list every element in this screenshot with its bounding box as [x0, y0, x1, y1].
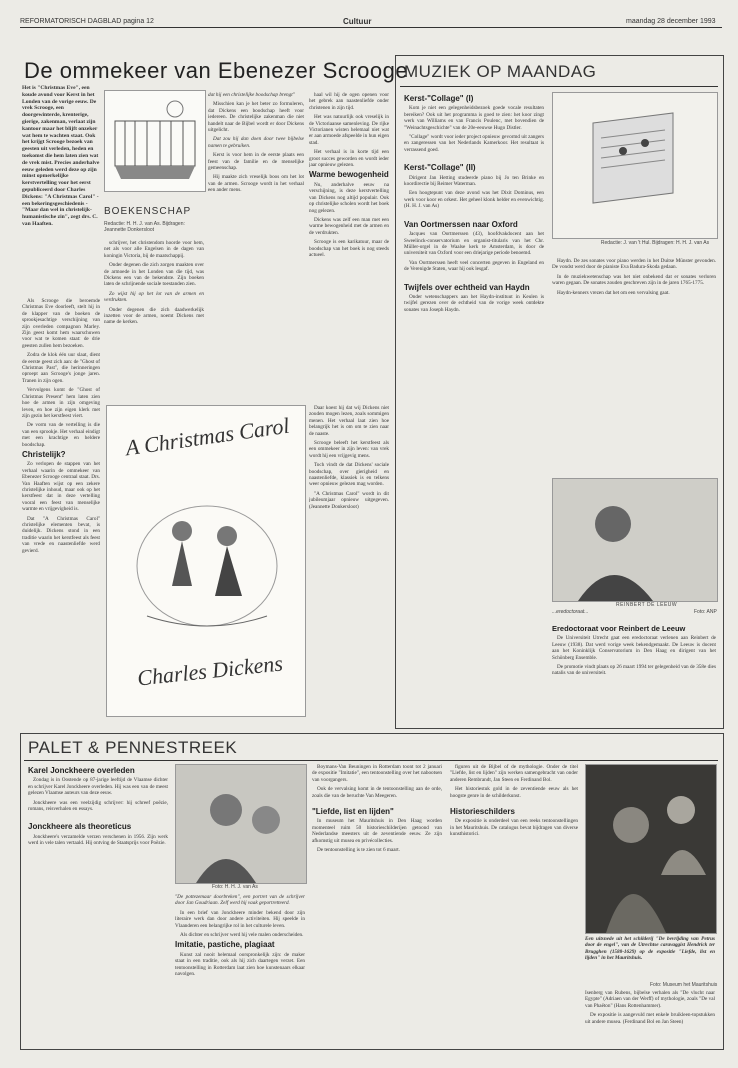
- paragraph: Jonckheere's verzamelde verzen verschenen in 1956. Zijn werk werd in vele talen vertaald. Hij ontving de Staatsprijs voor Poëzie.: [28, 833, 168, 847]
- paragraph: Nu, anderhalve eeuw na verschijning, is deze kerstvertelling van Dickens nog altijd populair. Ook op christelijke scholen wordt het boek nog gelezen.: [309, 181, 389, 214]
- painting-caption: Een uitsnede uit het schilderij "De bevrijding van Petrus door de engel", van de Utrechtse caravaggist Hendrick ter Brugghen (1588-1629) op de expositie "Liefde, list en lijden" in het Mauritshuis.: [585, 936, 715, 962]
- reinbert-photo-caption: REINBERT DE LEEUW: [616, 602, 678, 608]
- paragraph: figuren uit de Bijbel of de mythologie. Onder de titel "Liefde, list en lijden" zijn werken samengebracht van onder anderen Rembrandt, Jan Steen en Ferdinand Bol.: [450, 764, 578, 783]
- paragraph: Jonckheere was een veelzijdig schrijver: hij schreef poëzie, romans, reisverhalen en essays.: [28, 799, 168, 813]
- main-article-lead: Het is "Christmas Eve", een koude avond voor Kerst in het Londen van de vorige eeuw. De vrek Scrooge, een doorgewinterde, krenterige, gierige, zakenman, verlaat zijn kantoor maar het blijft onzeker wat hem te wachten staat. Ook het krijgt Scrooge bezoek van geesten uit verleden, heden en toekomst die hem laten zien wat de vrek mist. Precies anderhalve eeuw geleden werd deze op zijn minst opmerkelijke kerstvertelling voor het eerst gepubliceerd door Charles Dickens: "A Christmas Carol" - een bekeringsgeschiedenis - "Maar dan wel in christelijk-humanistische zin", zegt drs. C. van Haaften.: [22, 85, 100, 227]
- reinbert-photo-subcaption: ...eredoctoraat...: [552, 609, 589, 615]
- paragraph: Daar koest hij dat wij Dickens niet zouden mogen lezen, zoals sommigen menen. Het verhaal laat zien hoe belangrijk het is om om te zien naar de naaste.: [309, 405, 389, 437]
- paragraph: Onder degenen die zich daadwerkelijk inzetten voor de armen, noemt Dickens met name de kerken.: [104, 306, 204, 326]
- paragraph: De tentoonstelling is te zien tot 6 maart.: [317, 847, 400, 854]
- painting-icon: [586, 765, 716, 933]
- main-article-column-1: [22, 298, 100, 723]
- main-article-column-3: [208, 92, 304, 402]
- subheading-jonckheere-theoreticus: Jonckheere als theoreticus: [28, 822, 132, 832]
- portrait-icon: [553, 479, 717, 601]
- muziek-column-1: [404, 92, 544, 722]
- paragraph: Misschien kan je het beter zo formuleren, dat Dickens een boodschap heeft voor iedereen. De christelijke zakenman die niet handelt naar de Bijbel wordt er door Dickens uitgelicht.: [208, 101, 304, 134]
- paragraph: Kunst zal nooit helemaal oorspronkelijk zijn: de maker staat in een traditie, ook als hij zich daartegen verzet. Een tentoonstelling in Rotterdam laat zien hoe kunstenaars elkaar navolgen.: [175, 951, 305, 978]
- photo-caption-text: "De pottezemaar doorbreken", een portret van de schrijver door Jan Goudriaan. Zelf werd hij vaak geportretteerd.: [175, 894, 305, 907]
- main-article-column-5: [309, 405, 389, 725]
- paragraph: Scrooge is een karikatuur, maar de boodschap van het boek is nog steeds actueel.: [309, 239, 389, 258]
- paragraph: Het verhaal is in korte tijd een groot succes geworden en wordt ieder jaar opnieuw gelezen.: [309, 149, 389, 169]
- paragraph: Jacques van Oortmerssen (43), hoofdvakdocent aan het Sweelinck-conservatorium en organist-titularis van het Chr. Müller-orgel in de Waalse kerk te Amsterdam, is door de universiteit van Oxford voor een driejarige periode benoemd.: [404, 231, 544, 257]
- boekenschap-credit: Redactie: H. H. J. van As. Bijdragen: Jeannette Donkersloot: [104, 221, 185, 233]
- subheading-kerst-collage-1: Kerst-"Collage" (I): [404, 94, 474, 103]
- paragraph: Vervolgens komt de "Ghost of Christmas Present" hem laten zien hoe de armen in zijn omgeving leven, en hoe zijn eigen klerk met zijn gezin het kerstfeest viert.: [22, 387, 100, 419]
- paragraph: Als dichter en schrijver werd hij vele malen onderscheiden.: [180, 932, 304, 939]
- palet-title: PALET & PENNESTREEK: [28, 738, 238, 757]
- paragraph: Boymans-Van Beuningen in Rotterdam toont tot 2 januari de expositie "Imitatie", een tentoonstelling over het nabootsen van voorgangers.: [312, 764, 442, 783]
- paragraph: In een brief van Jonckheere minder bekend door zijn literaire werk dan door andere activiteiten. Hij speelde in Vlaanderen een belangrijke rol in het culturele leven.: [175, 909, 305, 929]
- paragraph: Dat zou hij dan doen door twee bijbelse namen te gebruiken.: [208, 136, 304, 149]
- book-cover-title: A Christmas Carol: [123, 412, 291, 461]
- paragraph: Zodra de klok één uur slaat, dient de eerste geest zich aan: de "Ghost of Christmas Past", die herinneringen oproept aan Scrooge's jonge jaren. Tranen in zijn ogen.: [22, 352, 100, 384]
- boekenschap-illustration: [104, 90, 206, 192]
- paragraph: Haydn. De zes sonates voor piano werden in het Duitse Münster gevonden. De vondst werd door de pianiste Eva Badura-Skoda gedaan.: [552, 258, 716, 271]
- subheading-jonckheere-overleden: Karel Jonckheere overleden: [28, 766, 135, 775]
- paragraph: In de muziekwetenschap was het niet onbekend dat er sonates verloren waren gegaan. De sonates zouden geschreven zijn in de jaren 1765-1775.: [552, 273, 716, 287]
- paragraph: Haydn-kenners vrezen dat het om een vervalsing gaat.: [557, 289, 670, 296]
- paragraph: "A Christmas Carol" wordt in dit jubileumjaar opnieuw uitgegeven. (Jeannette Donkersloot): [309, 490, 389, 510]
- subheading-oortmerssen: Van Oortmerssen naar Oxford: [404, 219, 518, 229]
- main-article-column-2: [104, 240, 204, 400]
- palet-column-4: [450, 764, 578, 1044]
- music-note-icon: [553, 93, 717, 238]
- paragraph: Ook de vervalsing komt in de tentoonstelling aan de orde, zoals die van de beruchte Van Meegeren.: [312, 786, 442, 799]
- book-cover-author: Charles Dickens: [136, 650, 284, 691]
- newspaper-name: REFORMATORISCH DAGBLAD pagina 12: [20, 18, 154, 25]
- paragraph: Van Oortmerssen heeft veel concerten gegeven in Engeland en de Verenigde Staten, waar hij ook lesgaf.: [404, 259, 544, 273]
- paragraph: Onder degenen die zich zorgen maakten over de armoede in het Londen van die tijd, was Dickens een van de bekendste. Zijn boeken laten de schrijnende sociale toestanden zien.: [104, 262, 204, 288]
- subheading-imitatie: Imitatie, pastiche, plagiaat: [175, 940, 275, 950]
- paragraph: haal wil hij de ogen openen voor het gebrek aan naastenliefde onder christenen in zijn tijd.: [309, 92, 389, 111]
- paragraph: Scrooge beleeft het kerstfeest als een ommekeer in zijn leven: van vrek wordt hij een vrijgevig mens.: [309, 440, 389, 459]
- muziek-column-2: [552, 258, 716, 473]
- muziek-column-3: [552, 622, 716, 724]
- subheading-historieschilders: Historieschilders: [450, 807, 515, 817]
- paragraph: Zondag is in Oostende op 87-jarige leeftijd de Vlaamse dichter en schrijver Karel Jonckheere overleden. Hij was een van de meest gelezen Vlaamse auteurs van deze eeuw.: [28, 777, 168, 797]
- reinbert-de-leeuw-photo: [552, 478, 718, 602]
- paragraph: De expositie is onderdeel van een reeks tentoonstellingen in het Mauritshuis. De catalogus bevat bijdragen van diverse kunsthistorici.: [450, 818, 578, 838]
- subheading-warme-bewogenheid: Warme bewogenheid: [309, 170, 389, 180]
- paragraph: Hij maakte zich vreselijk boos om het lot van de armen. Scrooge wordt in het verhaal een ander mens.: [208, 174, 304, 194]
- paragraph: De expositie is aangevuld met enkele bruikleen-topstukken uit andere musea. (Ferdinand Bol en Jan Steen): [585, 1012, 715, 1025]
- sheet-music-caption: Redactie: J. van 't Hul. Bijdragen: H. H. J. van As: [600, 240, 710, 246]
- paragraph: De promotie vindt plaats op 26 maart 1994 ter gelegenheid van de 358e dies natalis van de universiteit.: [552, 664, 716, 677]
- paragraph: Dickens was zelf een man met een warme bewogenheid met de armen en de verdrukten.: [309, 216, 389, 236]
- boekenschap-label: BOEKENSCHAP: [104, 206, 192, 217]
- header-rule: [20, 27, 722, 28]
- painting-photo: [585, 764, 717, 934]
- palet-title-rule: [24, 760, 718, 761]
- palet-column-1: [28, 764, 168, 1044]
- books-icon: [105, 91, 205, 191]
- pull-quote: dat hij een christelijke boodschap brengt": [208, 92, 295, 98]
- paragraph: De vorm van de vertelling is die van een sprookje. Het verhaal eindigt met een krachtige en heldere boodschap.: [22, 422, 100, 448]
- paragraph: schrijver, het christendom hoorde voor hem, net als voor alle Engelsen in de dagen van koningin Victoria, bij de maatschappij.: [104, 240, 204, 259]
- subheading-christelijk: Christelijk?: [22, 449, 66, 459]
- paragraph: Kom je niet een gelegenheidsbezoek goede vocale resultaten bereiken? Ook uit het programma is goed te zien: het koor zingt werk van Williams en van Francis Poulenc, met bovendien de "Weinachtsgeschichte" van de 20e-eeuwse Hugo Distler.: [404, 105, 544, 131]
- paragraph: Dat "A Christmas Carol" christelijke elementen bevat, is duidelijk. Dickens stond in een traditie waarin het kerstfeest als feest van vrede en naastenliefde werd gevierd.: [22, 515, 100, 554]
- palet-column-5: [585, 990, 715, 1044]
- main-article-title: De ommekeer van Ebenezer Scrooge: [24, 58, 409, 83]
- main-article-column-4: [309, 92, 389, 402]
- sheet-music-photo: [552, 92, 718, 239]
- muziek-title-rule: [400, 86, 718, 87]
- book-cover-illustration: [106, 405, 306, 717]
- paragraph: Zo wijst hij op het lot van de armen en verdrukten.: [104, 290, 204, 304]
- subheading-haydn: Twijfels over echtheid van Haydn: [404, 282, 530, 292]
- paragraph: Het was natuurlijk ook vreselijk in de Victoriaanse samenleving. De rijke Victorianen wisten helemaal niet wat er aan armoede afspeelde in hun eigen stad.: [309, 114, 389, 146]
- portrait-drawing-icon: [176, 765, 306, 883]
- paragraph: Isenberg van Rubens, bijbelse verhalen als "De vlucht naar Egypte" (Adriaen van der Werff) of mythologie, zoals "De val van Phaëton" (Hans Rottenhammer).: [585, 990, 715, 1009]
- subheading-eredoctoraat: Eredoctoraat voor Reinbert de Leeuw: [552, 624, 686, 633]
- jonckheere-photo-caption: Foto: H. H. J. van As: [212, 884, 258, 890]
- paragraph: Dirigent Jan Hetting studeerde piano bij Jo ten Brinke en koordirectie bij Reimer Waterman.: [404, 174, 544, 188]
- paragraph: Het historiestuk gold in de zeventiende eeuw als het hoogste genre in de schilderkunst.: [450, 786, 578, 799]
- subheading-kerst-collage-2: Kerst-"Collage" (II): [404, 163, 476, 173]
- issue-date: maandag 28 december 1993: [626, 18, 716, 25]
- painting-caption-block: [585, 936, 715, 981]
- subheading-liefde-list-lijden: "Liefde, list en lijden": [312, 807, 394, 817]
- paragraph: Onder wetenschappers aan het Haydn-instituut in Keulen is twijfel gerezen over de echtheid van de vorige week ontdekte sonates van Joseph Haydn.: [404, 293, 544, 313]
- palet-column-3: [312, 764, 442, 1044]
- dancing-figures-icon: [127, 476, 287, 646]
- paragraph: De Universiteit Utrecht gaat een eredoctoraat verlenen aan Reinbert de Leeuw (1938). Dat werd vorige week bekendgemaakt. De Leeuw is docent aan het Koninklijk Conservatorium in Den Haag en dirigent van het Schönberg Ensemble.: [552, 635, 716, 661]
- reinbert-photo-credit: Foto: ANP: [694, 609, 717, 615]
- paragraph: Een hoogtepunt van deze avond was het Dixit Dominus, een werk voor koor en orkest. Het geheel klonk helder en evenwichtig. (H. H. J. van As): [404, 190, 544, 210]
- paragraph: "Collage" wordt voor ieder project opnieuw gevormd uit zangers en zangeressen van het Nederlands Kamerkoor. Het resultaat is verrassend goed.: [404, 134, 544, 153]
- paragraph: Zo verlopen de stappen van het verhaal waarin de ommekeer van Ebenezer Scrooge centraal staat. Drs. Van Haaften wijst op een zekere christelijke inhoud, maar ook op het kerstfeest dat in deze vertelling vooral een feest van menselijke warmte en vrijgevigheid is.: [22, 461, 100, 513]
- muziek-title: MUZIEK OP MAANDAG: [404, 62, 597, 81]
- jonckheere-photo: [175, 764, 307, 884]
- paragraph: Kerst is voor hem in de eerste plaats een feest van de familie en de menselijke gemeenschap.: [208, 152, 304, 172]
- paragraph: In museum het Mauritshuis in Den Haag worden momenteel ruim 50 historieschilderijen getoond van Nederlandse meesters uit de zeventiende eeuw. Ze zijn afkomstig uit musea en privécollecties.: [312, 818, 442, 844]
- painting-photo-credit: Foto: Museum het Mauritshuis: [650, 982, 718, 988]
- section-name: Cultuur: [343, 17, 372, 26]
- palet-column-2: [175, 894, 305, 1044]
- paragraph: Als Scrooge die beroemde Christmas Eve doorleeft, stelt hij in de klapper van de boeken de sprookjesachtige verschijning van zijn overleden compagnon Marley. Zijn geest komt hem waarschuwen voor wat te komen staat: de drie geesten zullen hem bezoeken.: [22, 298, 100, 349]
- paragraph: Toch vindt de dat Dickens' sociale boodschap, over gierigheid en naastenliefde, klassiek is en telkens weer opnieuw gelezen mag worden.: [309, 462, 389, 488]
